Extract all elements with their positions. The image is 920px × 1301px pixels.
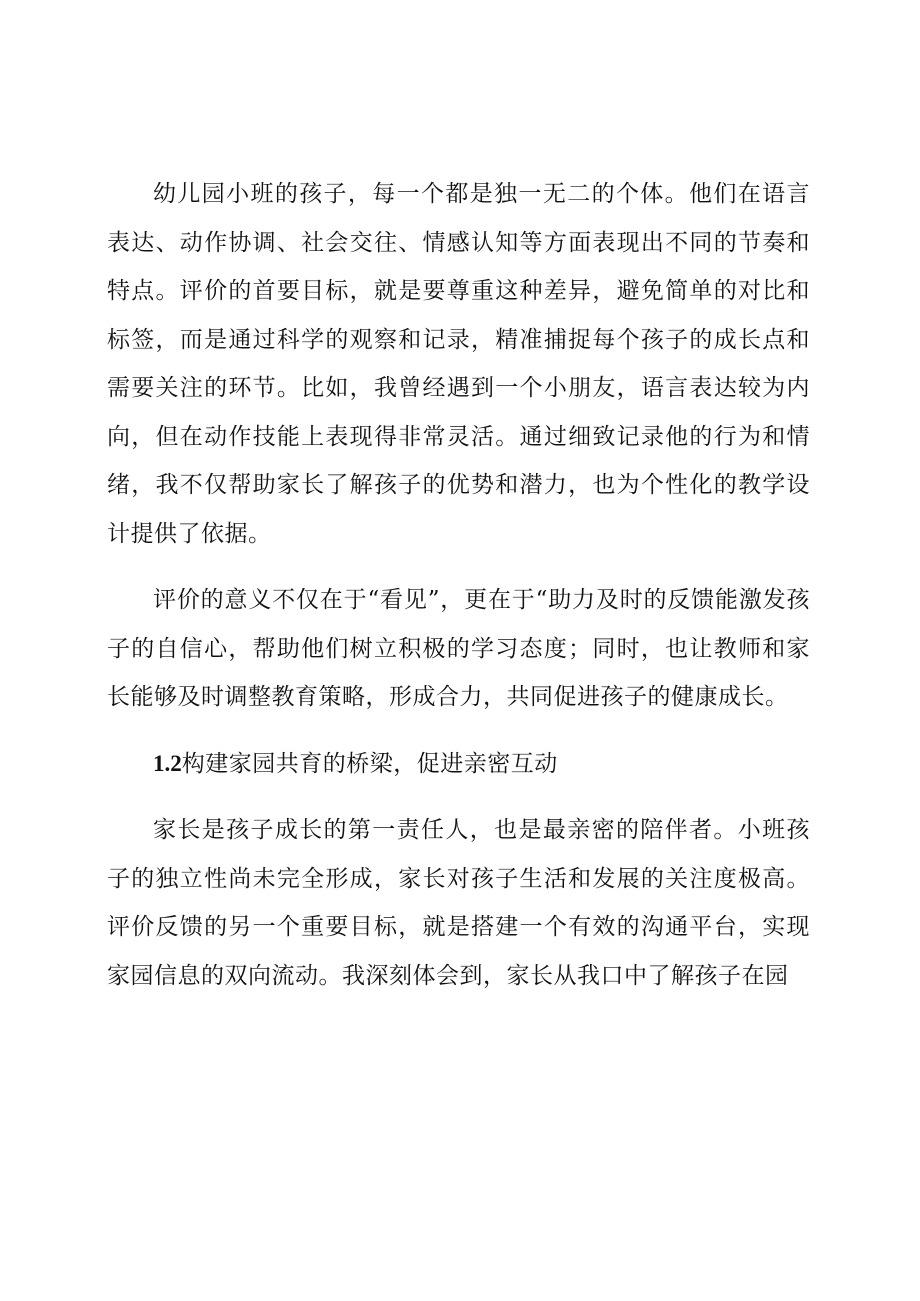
section-title: 构建家园共育的桥梁，促进亲密互动 <box>181 750 558 777</box>
section-number: 1.2 <box>153 750 182 776</box>
document-body <box>107 170 810 1000</box>
paragraph-individual-differences: 幼儿园小班的孩子，每一个都是独一无二的个体。他们在语言表达、动作协调、社会交往、情感认知等方面表现出不同的节奏和特点。评价的首要目标，就是要尊重这种差异，避免简单的对比和标签，而是通过科学的观察和记录，精准捕捉每个孩子的成长点和需要关注的环节。比如，我曾经遇到一个小朋友，语言表达较为内向，但在动作技能上表现得非常灵活。通过细致记录他的行为和情绪，我不仅帮助家长了解孩子的优势和潜力，也为个性化的教学设计提供了依据。 <box>107 181 810 547</box>
paragraph-home-school-cooperation: 家长是孩子成长的第一责任人，也是最亲密的陪伴者。小班孩子的独立性尚未完全形成，家长对孩子生活和发展的关注度极高。评价反馈的另一个重要目标，就是搭建一个有效的沟通平台，实现家园信息的双向流动。我深刻体会到，家长从我口中了解孩子在园 <box>107 817 810 989</box>
section-heading <box>107 740 810 789</box>
paragraph-meaning-of-evaluation: 评价的意义不仅在于“看见”，更在于“助力及时的反馈能激发孩子的自信心，帮助他们树立积极的学习态度；同时，也让教师和家长能够及时调整教育策略，形成合力，共同促进孩子的健康成长。 <box>107 587 810 710</box>
